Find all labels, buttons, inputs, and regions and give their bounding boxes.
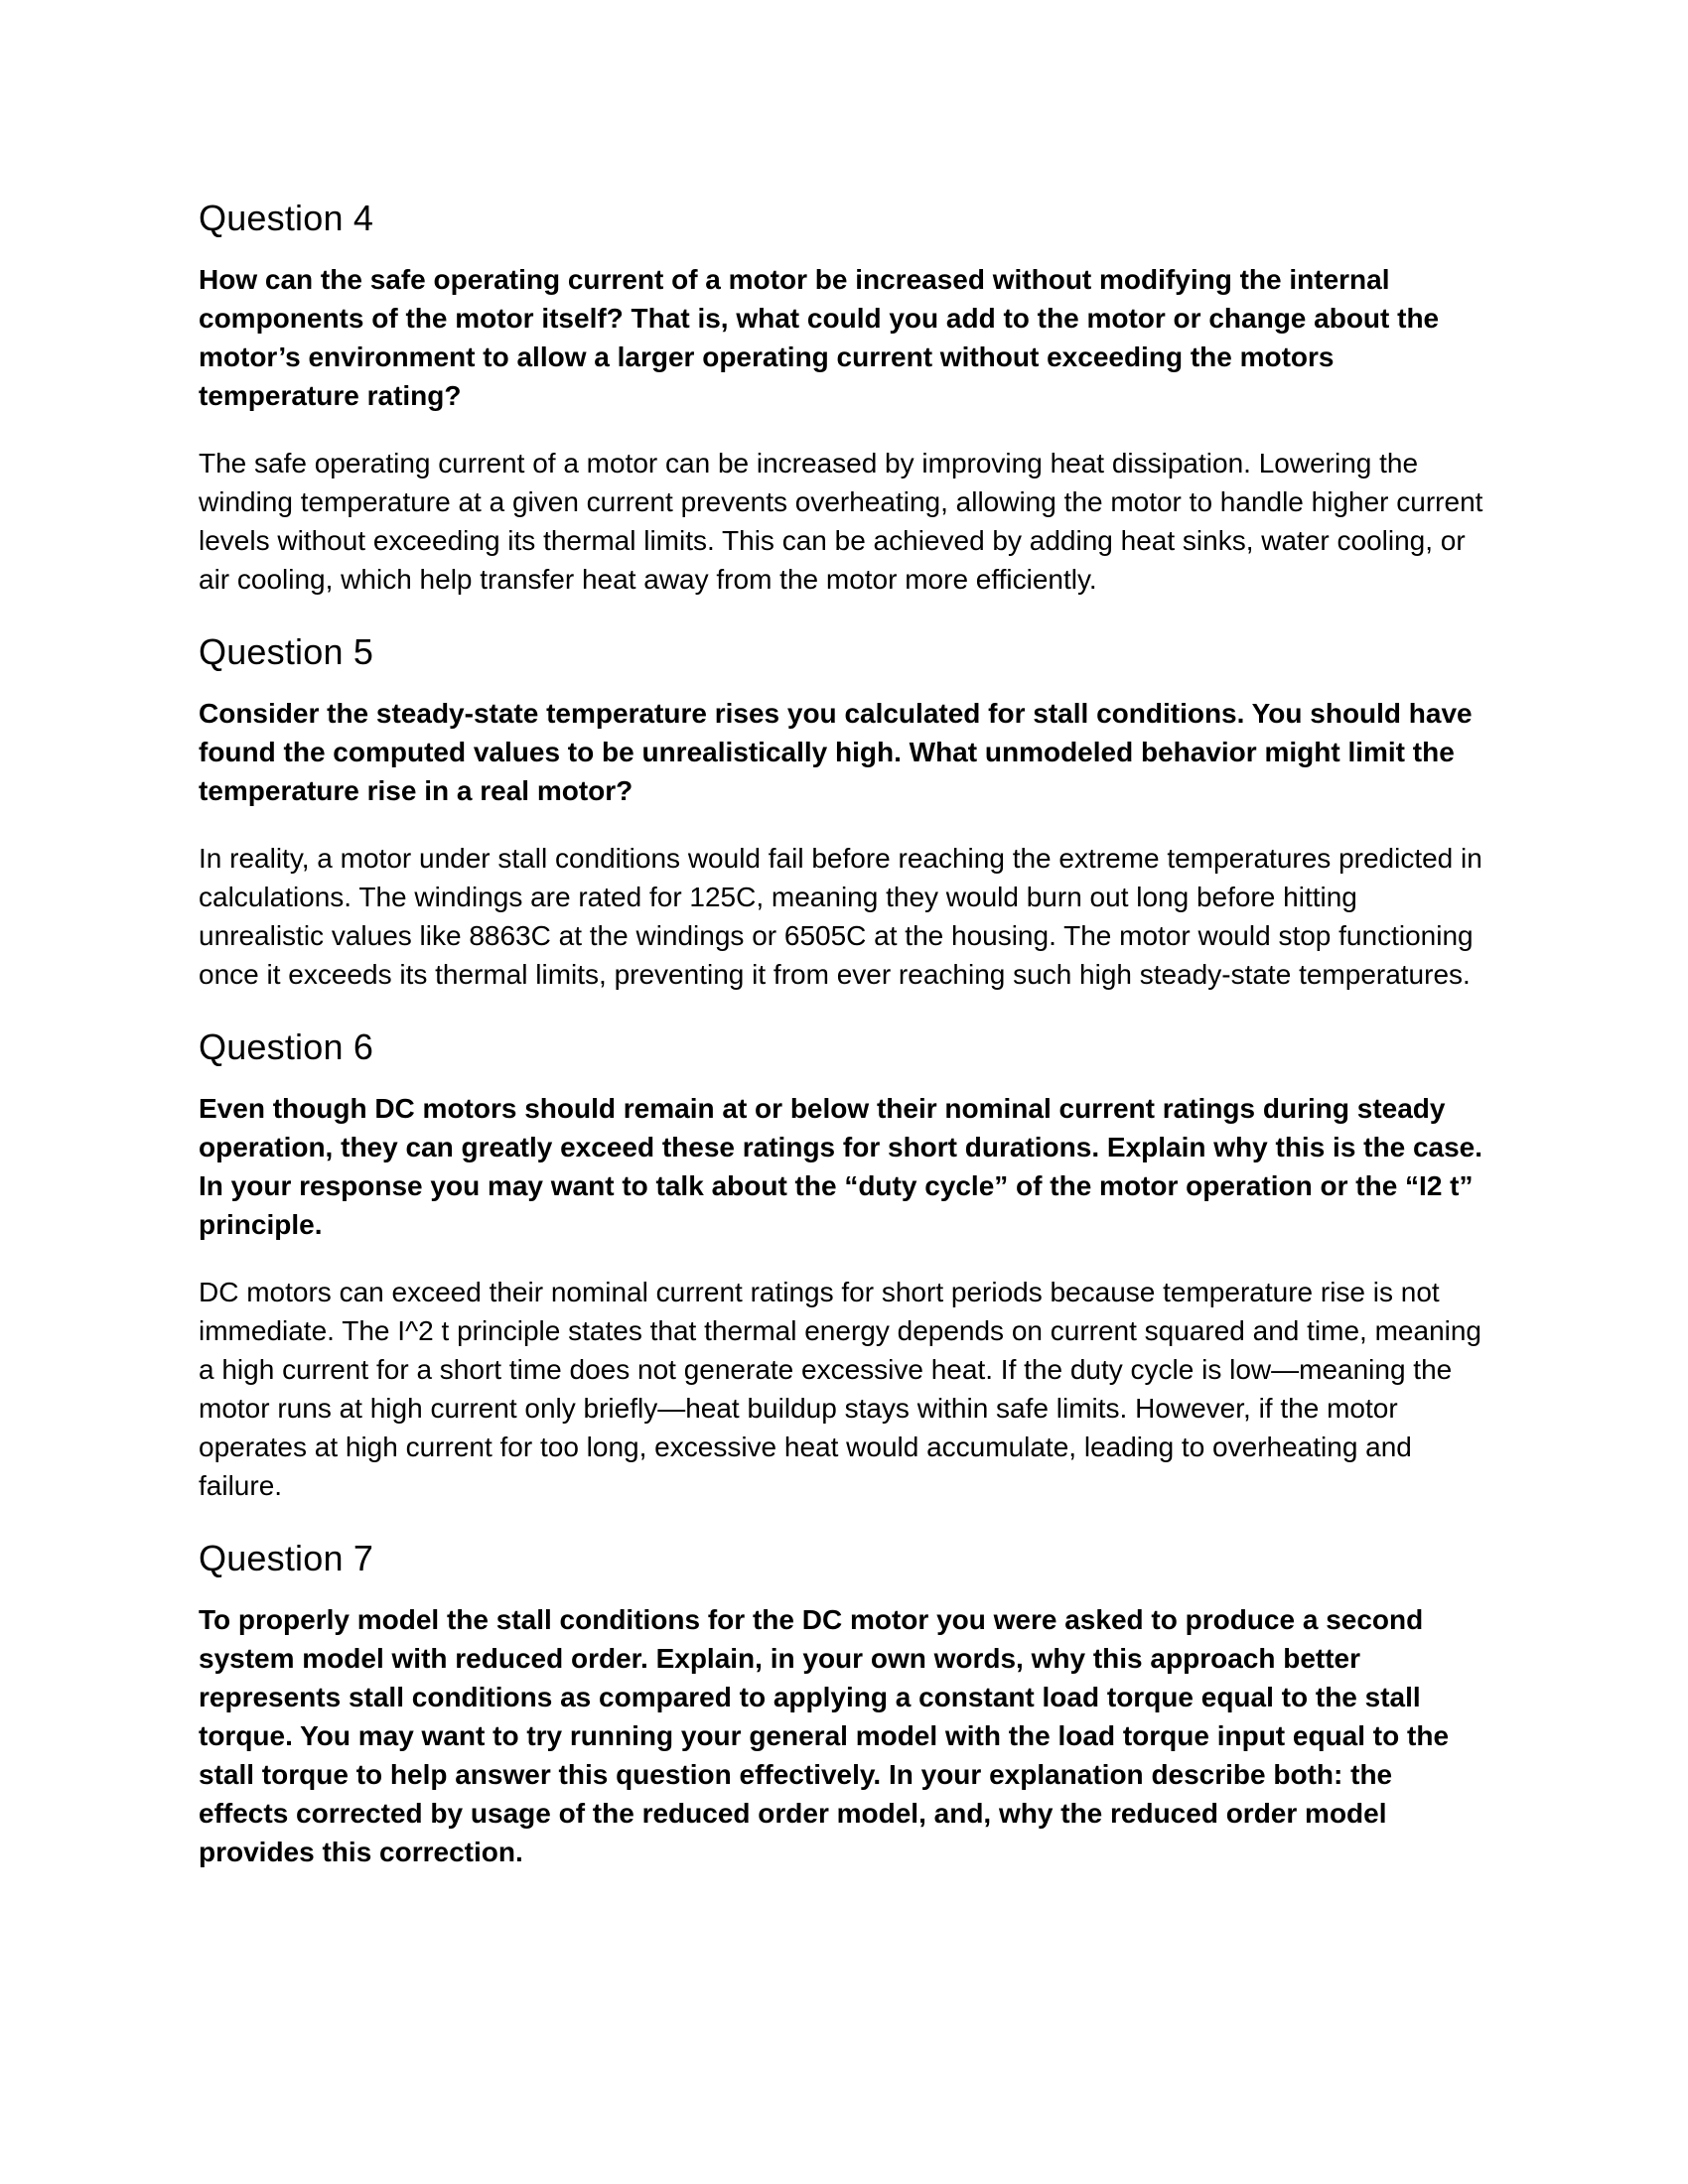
question-prompt: Even though DC motors should remain at or below their nominal current ratings during steady operation, they can greatly exceed these ratings for short durations. Explain why this is the case. In your response you may want to talk about the “duty cycle” of the motor operation or the “I2 t” principle.: [199, 1093, 1483, 1240]
question-6-section: [199, 1024, 1489, 1505]
question-heading: Question 7: [199, 1538, 374, 1578]
question-4-section: [199, 195, 1489, 599]
question-5-section: [199, 628, 1489, 994]
question-prompt: How can the safe operating current of a motor be increased without modifying the internal components of the motor itself? That is, what could you add to the motor or change about the motor’s environment to allow a larger operating current without exceeding the motors temperature rating?: [199, 264, 1440, 411]
question-answer: DC motors can exceed their nominal current ratings for short periods because temperature rise is not immediate. The I^2 t principle states that thermal energy depends on current squared and time, meaning a high current for a short time does not generate excessive heat. If the duty cycle is low—meaning the motor runs at high current only briefly—heat buildup stays within safe limits. However, if the motor operates at high current for too long, excessive heat would accumulate, leading to overheating and failure.: [199, 1277, 1482, 1501]
question-heading: Question 6: [199, 1026, 374, 1067]
question-answer: In reality, a motor under stall conditions would fail before reaching the extreme temperatures predicted in calculations. The windings are rated for 125C, meaning they would burn out long before hitting unrealistic values like 8863C at the windings or 6505C at the housing. The motor would stop functioning once it exceeds its thermal limits, preventing it from ever reaching such high steady-state temperatures.: [199, 843, 1482, 990]
question-answer: The safe operating current of a motor can be increased by improving heat dissipation. Lowering the winding temperature at a given current prevents overheating, allowing the motor to handle higher current levels without exceeding its thermal limits. This can be achieved by adding heat sinks, water cooling, or air cooling, which help transfer heat away from the motor more efficiently.: [199, 448, 1483, 595]
question-heading: Question 5: [199, 631, 374, 672]
question-heading: Question 4: [199, 198, 374, 238]
question-prompt: Consider the steady-state temperature rises you calculated for stall conditions. You should have found the computed values to be unrealistically high. What unmodeled behavior might limit the temperature rise in a real motor?: [199, 698, 1473, 806]
page-content: [199, 195, 1489, 1871]
question-prompt: To properly model the stall conditions for the DC motor you were asked to produce a second system model with reduced order. Explain, in your own words, why this approach better represents stall conditions as compared to applying a constant load torque equal to the stall torque. You may want to try running your general model with the load torque input equal to the stall torque to help answer this question effectively. In your explanation describe both: the effects corrected by usage of the reduced order model, and, why the reduced order model provides this correction.: [199, 1604, 1450, 1867]
question-7-section: [199, 1535, 1489, 1871]
